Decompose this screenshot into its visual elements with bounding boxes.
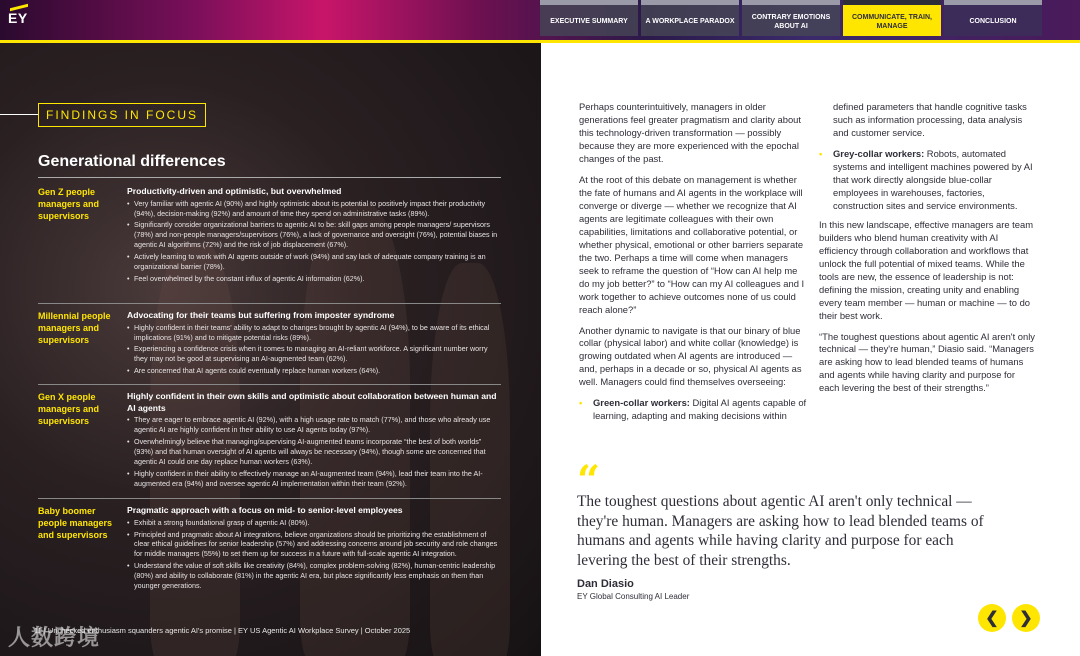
finding-item: • Highly confident in their teams' ability to adapt to changes brought by agentic AI (94%), to be aware of its ethical implications (91%) and to mitigate potential risks (89%). xyxy=(127,323,501,343)
finding-item: • Actively learning to work with AI agents outside of work (94%) and say lack of adequate company training is an organizational barrier (78%). xyxy=(127,252,501,272)
generation-divider xyxy=(38,303,501,304)
generation-heading: Advocating for their teams but suffering from imposter syndrome xyxy=(127,310,395,320)
generation-label: Gen Z people managers and supervisors xyxy=(38,187,100,222)
generation-content xyxy=(127,186,501,286)
bullet-term: Grey-collar workers: xyxy=(833,147,925,159)
generation-label: Baby boomer people managers and supervisors xyxy=(38,506,113,541)
finding-list xyxy=(127,518,501,592)
article-paragraph: Another dynamic to navigate is that our binary of blue collar (physical labor) and white collar (knowledge) is growing outdated when AI agents are introduced — and, perhaps in a decade or so, physical AI agents as well. Managers could find themselves overseeing: xyxy=(579,324,802,388)
finding-list xyxy=(127,199,501,285)
generation-content xyxy=(127,505,501,593)
finding-item: • Overwhelmingly believe that managing/supervising AI-augmented teams incorporate “the best of both worlds” (93%) and that human oversight of AI agents will always be necessary (94%), though some are concerned that agentic AI could one day replace human workers (63%). xyxy=(127,437,501,467)
article-column-2 xyxy=(819,101,1037,403)
chevron-right-icon: ❯ xyxy=(1019,610,1033,627)
generation-heading: Highly confident in their own skills and optimistic about collaboration between human and AI agents xyxy=(127,391,497,413)
previous-page-button[interactable] xyxy=(978,604,1006,632)
bullet-text: Robots, automated systems and intelligent machines powered by AI that work directly alongside blue-collar employees in warehouses, factories, construction sites and service environments. xyxy=(833,147,1033,211)
generation-heading: Productivity-driven and optimistic, but overwhelmed xyxy=(127,186,342,196)
tab-executive-summary[interactable]: EXECUTIVE SUMMARY xyxy=(540,0,638,36)
ey-logo[interactable]: EY xyxy=(8,10,28,26)
finding-list xyxy=(127,323,501,377)
tab-communicate-train-manage[interactable]: COMMUNICATE, TRAIN, MANAGE xyxy=(843,0,941,36)
generation-divider xyxy=(38,384,501,385)
finding-list xyxy=(127,415,501,489)
header-banner xyxy=(0,0,1080,40)
generation-divider xyxy=(38,498,501,499)
watermark-logo: 人数跨境 xyxy=(8,625,101,650)
finding-item: • Significantly consider organizational barriers to agentic AI to be: skill gaps among people managers/ supervisors (78%) and non-people managers/supervisors (76%), a lack of governance and oversight (76%), potential biases in agentic AI algorithms (72%) and the risk of job displacement (67%). xyxy=(127,220,501,250)
findings-panel xyxy=(0,43,541,656)
article-paragraph: defined parameters that handle cognitive tasks such as information processing, data analysis and customer service. xyxy=(833,101,1027,138)
findings-in-focus-label: FINDINGS IN FOCUS xyxy=(38,103,206,127)
next-page-button[interactable] xyxy=(1012,604,1040,632)
finding-item: • They are eager to embrace agentic AI (92%), with a high usage rate to match (77%), and those who already use agentic AI are highly confident in their ability to use AI agents today (97%). xyxy=(127,415,501,435)
bullet-text: Digital AI agents capable of learning, adapting and making decisions within xyxy=(593,397,807,422)
generation-label: Millennial people managers and supervisors xyxy=(38,311,111,346)
chevron-left-icon: ❮ xyxy=(985,610,999,627)
page-footer: 11 | Unchecked enthusiasm squanders agentic AI's promise | EY US Agentic AI Workplace Survey | October 2025 xyxy=(34,626,411,635)
findings-connector-line xyxy=(0,114,38,115)
section-title: Generational differences xyxy=(38,153,226,170)
finding-item: • Exhibit a strong foundational grasp of agentic AI (80%). xyxy=(127,518,501,528)
tab-workplace-paradox[interactable]: A WORKPLACE PARADOX xyxy=(641,0,739,36)
tab-conclusion[interactable]: CONCLUSION xyxy=(944,0,1042,36)
bullet-term: Green-collar workers: xyxy=(593,397,690,409)
article-paragraph: In this new landscape, effective managers are team builders who blend human creativity with AI efficiency through collaboration and workflows that unlock the full potential of mixed teams. While the tools are new, the essence of leadership is not: defining the mission, creating unity and enabling every team member — human or machine — to do their best work. xyxy=(819,218,1034,321)
finding-item: • Highly confident in their ability to effectively manage an AI-augmented team (94%), lead their team into the AI-augmented era (94%) and oversee agentic AI implementation within their team (92%). xyxy=(127,469,501,489)
finding-item: • Principled and pragmatic about AI integrations, believe organizations should be prioritizing the establishment of clear ethical guidelines for senior leadership (57%) and addressing concerns around job security and role changes for middle managers (55%) to set them up for success in a future with full-scale agentic AI integration. xyxy=(127,530,501,560)
generation-content xyxy=(127,391,501,491)
pull-quote: The toughest questions about agentic AI aren't only technical — they're human. Managers are asking how to lead blended teams of humans and agents while having clarity and purpose for each levering the best of their strengths. xyxy=(577,493,984,569)
generation-label: Gen X people managers and supervisors xyxy=(38,392,100,427)
bullet-dot-icon: • xyxy=(579,397,583,409)
generation-heading: Pragmatic approach with a focus on mid- to senior-level employees xyxy=(127,505,403,515)
article-paragraph: Perhaps counterintuitively, managers in older generations feel greater pragmatism and clarity about this technology-driven transformation — possibly because they are more experienced with the epochal changes of the past. xyxy=(579,101,801,164)
finding-item: • Experiencing a confidence crisis when it comes to managing an AI-reliant workforce. A significant number worry they may not be good at supervising an AI-augmented team (62%). xyxy=(127,344,501,364)
collar-bullet xyxy=(579,397,807,423)
article-paragraph: “The toughest questions about agentic AI aren't only technical — they're human,” Diasio said. “Managers are asking how to lead blended teams of humans and agents while having clarity and purpose for each levering the best of their strengths.” xyxy=(819,330,1035,394)
bullet-dot-icon: • xyxy=(819,147,823,159)
article-page xyxy=(541,43,1080,656)
section-tabs xyxy=(540,0,1042,40)
collar-bullet xyxy=(819,148,1037,213)
finding-item: • Feel overwhelmed by the constant influx of agentic AI information (62%). xyxy=(127,274,501,284)
quote-author-name: Dan Diasio xyxy=(577,578,634,590)
finding-item: • Are concerned that AI agents could eventually replace human workers (64%). xyxy=(127,366,501,376)
finding-item: • Understand the value of soft skills like creativity (84%), complex problem-solving (82%), human-centric leadership (80%) and ability to collaborate (81%) in the agentic AI era, but place significantly less emphasis on them than younger generations. xyxy=(127,561,501,591)
tab-contrary-emotions[interactable]: CONTRARY EMOTIONS ABOUT AI xyxy=(742,0,840,36)
finding-item: • Very familiar with agentic AI (90%) and highly optimistic about its potential to positively impact their productivity (94%), decision-making (92%) and amount of time they spend on administrative tasks (89%). xyxy=(127,199,501,219)
article-column-1 xyxy=(579,101,807,429)
quote-author-role: EY Global Consulting AI Leader xyxy=(577,592,690,601)
generation-content xyxy=(127,310,501,378)
article-paragraph: At the root of this debate on management is whether the fate of humans and AI agents in the workplace will converge or diverge — whether we recognize that AI agents are legitimate colleagues with their own capabilities, limitations and collaborative potential, or whether physical, emotional or other barriers separate the two. Perhaps a time will come when managers seek to reframe the question of “How can AI help me do my job better?” to “How can my AI colleagues and I work together to achieve outcomes none of us could reach alone?” xyxy=(579,173,805,315)
quote-mark-icon: “ xyxy=(577,457,601,504)
title-divider xyxy=(38,177,501,178)
